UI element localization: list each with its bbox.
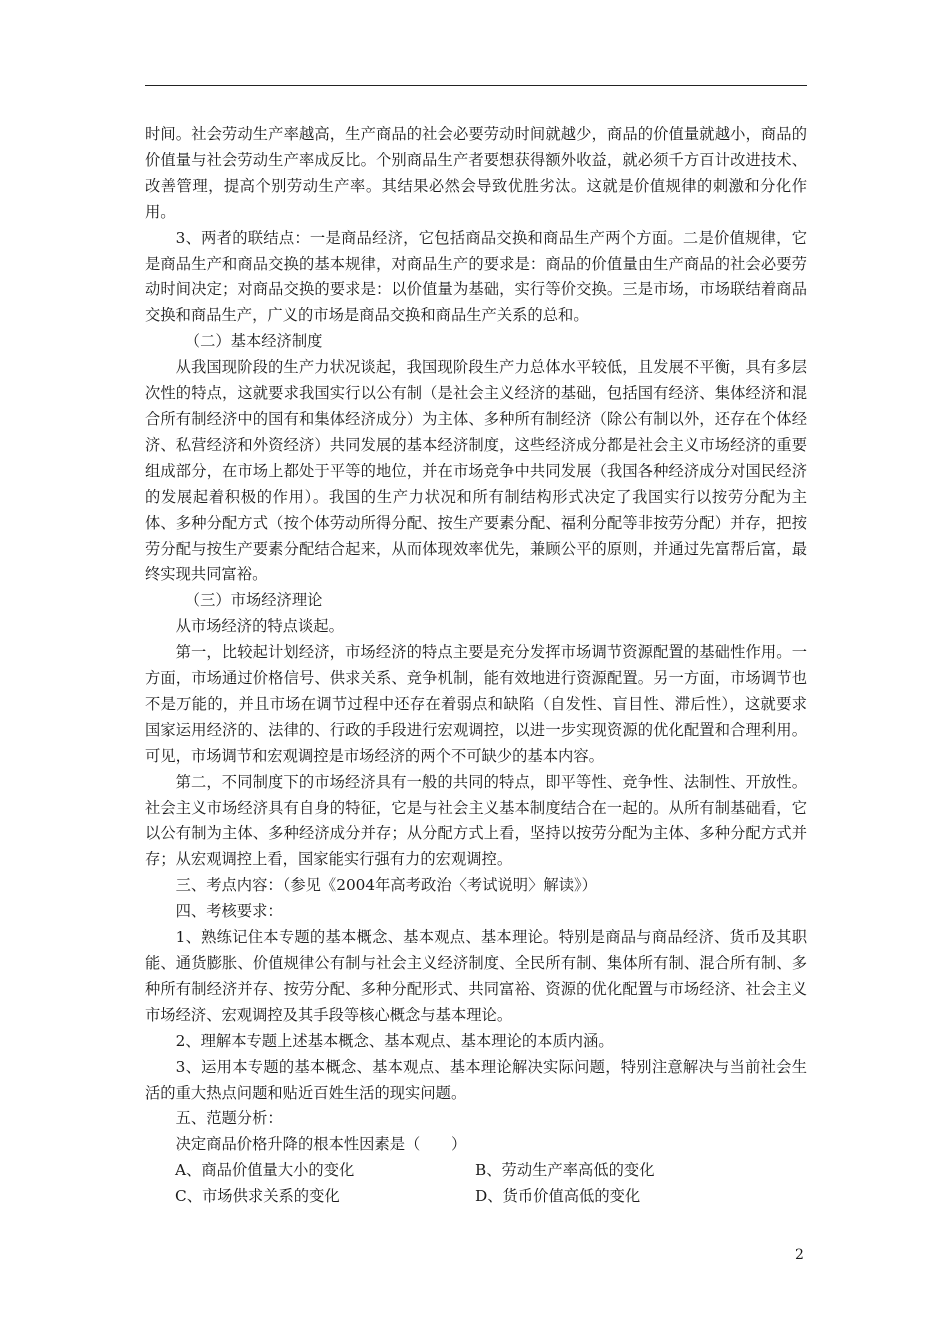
option-d: D、货币价值高低的变化: [475, 1187, 641, 1206]
section-heading: 五、范题分析：: [175, 1109, 283, 1128]
document-body: [145, 122, 807, 1210]
section-heading: 四、考核要求：: [175, 902, 283, 921]
paragraph: 2、理解本专题上述基本概念、基本观点、基本理论的本质内涵。: [175, 1031, 614, 1050]
page-number: 2: [795, 1247, 804, 1263]
paragraph: 第二，不同制度下的市场经济具有一般的共同的特点，即平等性、竞争性、法制性、开放性。社会主义市场经济具有自身的特征，它是与社会主义基本制度结合在一起的。从所有制基础看，它以公有制为主体、多种经济成分并存；从分配方式上看，坚持以按劳分配为主体、多种分配方式并存；从宏观调控上看，国家能实行强有力的宏观调控。: [145, 772, 807, 869]
paragraph: 3、运用本专题的基本概念、基本观点、基本理论解决实际问题，特别注意解决与当前社会生活的重大热点问题和贴近百姓生活的现实问题。: [145, 1057, 807, 1102]
paragraph: 时间。社会劳动生产率越高，生产商品的社会必要劳动时间就越少，商品的价值量就越小，商品的价值量与社会劳动生产率成反比。个别商品生产者要想获得额外收益，就必须千方百计改进技术、改善管理，提高个别劳动生产率。其结果必然会导致优胜劣汰。这就是价值规律的刺激和分化作用。: [145, 125, 807, 221]
question-stem: 决定商品价格升降的根本性因素是（ ）: [175, 1135, 467, 1154]
option-row: [145, 1158, 807, 1184]
paragraph: 1、熟练记住本专题的基本概念、基本观点、基本理论。特别是商品与商品经济、货币及其职能、通货膨胀、价值规律公有制与社会主义经济制度、全民所有制、集体所有制、混合所有制、多种所有制经济并存、按劳分配、多种分配形式、共同富裕、资源的优化配置与市场经济、社会主义市场经济、宏观调控及其手段等核心概念与基本理论。: [145, 928, 807, 1024]
header-rule: [145, 85, 807, 86]
option-c: C、市场供求关系的变化: [175, 1187, 340, 1206]
option-b: B、劳动生产率高低的变化: [475, 1161, 655, 1180]
section-heading: （二）基本经济制度: [184, 332, 323, 351]
paragraph: 从市场经济的特点谈起。: [175, 617, 344, 636]
option-row: [145, 1184, 807, 1210]
section-heading: （三）市场经济理论: [184, 591, 323, 610]
section-heading: 三、考点内容：（参见《2004年高考政治〈考试说明〉解读》）: [175, 876, 597, 895]
option-a: A、商品价值量大小的变化: [175, 1161, 355, 1180]
paragraph: 第一，比较起计划经济，市场经济的特点主要是充分发挥市场调节资源配置的基础性作用。一方面，市场通过价格信号、供求关系、竞争机制，能有效地进行资源配置。另一方面，市场调节也不是万能的，并且市场在调节过程中还存在着弱点和缺陷（自发性、盲目性、滞后性），这就要求国家运用经济的、法律的、行政的手段进行宏观调控，以进一步实现资源的优化配置和合理利用。可见，市场调节和宏观调控是市场经济的两个不可缺少的基本内容。: [145, 643, 807, 765]
paragraph: 3、两者的联结点：一是商品经济，它包括商品交换和商品生产两个方面。二是价值规律，它是商品生产和商品交换的基本规律，对商品生产的要求是：商品的价值量由生产商品的社会必要劳动时间决定；对商品交换的要求是：以价值量为基础，实行等价交换。三是市场，市场联结着商品交换和商品生产，广义的市场是商品交换和商品生产关系的总和。: [145, 228, 807, 325]
paragraph: 从我国现阶段的生产力状况谈起，我国现阶段生产力总体水平较低，且发展不平衡，具有多层次性的特点，这就要求我国实行以公有制（是社会主义经济的基础，包括国有经济、集体经济和混合所有制经济中的国有和集体经济成分）为主体、多种所有制经济（除公有制以外，还存在个体经济、私营经济和外资经济）共同发展的基本经济制度，这些经济成分都是社会主义市场经济的重要组成部分，在市场上都处于平等的地位，并在市场竞争中共同发展（我国各种经济成分对国民经济的发展起着积极的作用）。我国的生产力状况和所有制结构形式决定了我国实行以按劳分配为主体、多种分配方式（按个体劳动所得分配、按生产要素分配、福利分配等非按劳分配）并存，把按劳分配与按生产要素分配结合起来，从而体现效率优先，兼顾公平的原则，并通过先富帮后富，最终实现共同富裕。: [145, 358, 807, 584]
